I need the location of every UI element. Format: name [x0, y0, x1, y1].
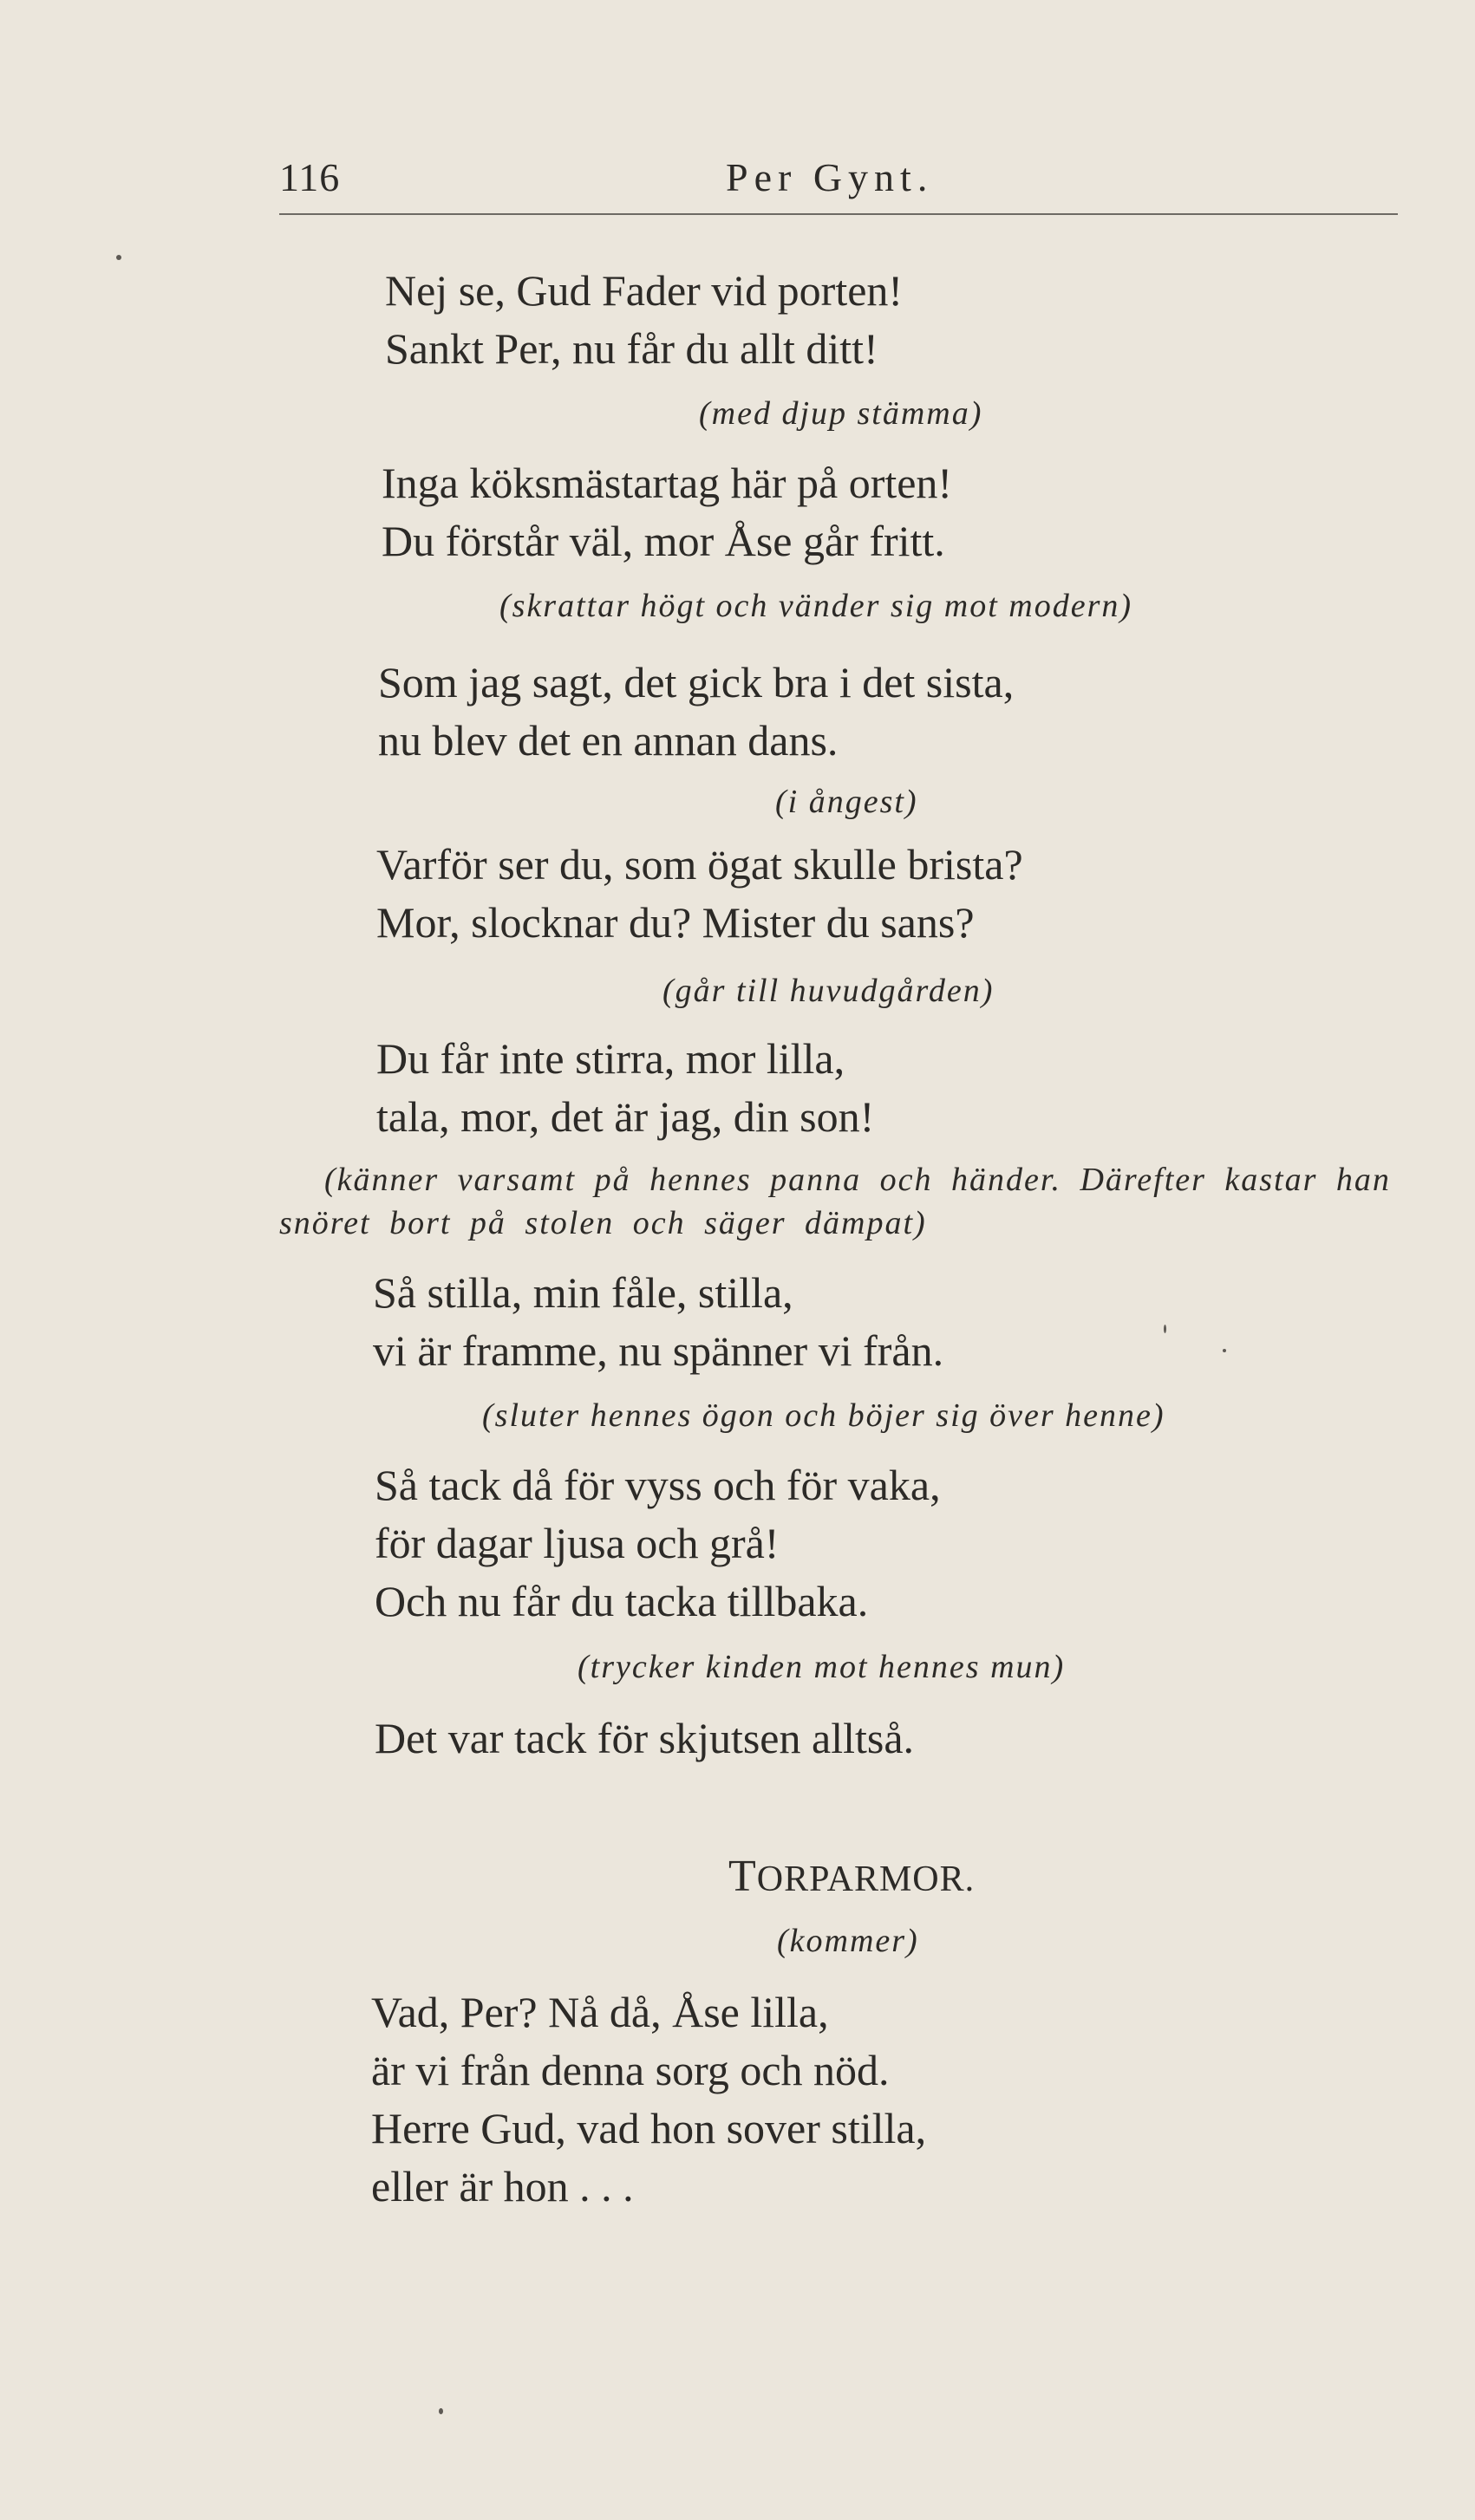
- verse-8: [375, 1709, 914, 1768]
- verse-line: Herre Gud, vad hon sover stilla,: [371, 2104, 927, 2152]
- verse-line: vi är framme, nu spänner vi från.: [373, 1326, 944, 1375]
- speaker-initial: T: [728, 1852, 757, 1901]
- verse-line: Du får inte stirra, mor lilla,: [376, 1034, 845, 1083]
- stage-direction: (med djup stämma): [699, 395, 983, 432]
- verse-line: nu blev det en annan dans.: [378, 716, 839, 765]
- verse-line: Så tack då för vyss och för vaka,: [375, 1461, 941, 1509]
- verse-line: är vi från denna sorg och nöd.: [371, 2046, 890, 2094]
- verse-4: [376, 836, 1023, 952]
- header-rule: [279, 213, 1398, 215]
- speaker-rest: ORPARMOR.: [756, 1859, 976, 1899]
- running-title: Per Gynt.: [726, 155, 934, 199]
- paper-speck: [1164, 1325, 1166, 1333]
- verse-3: [378, 654, 1014, 770]
- paper-speck: [1223, 1349, 1226, 1352]
- verse-line: för dagar ljusa och grå!: [375, 1519, 780, 1567]
- stage-direction: (trycker kinden mot hennes mun): [578, 1649, 1066, 1685]
- verse-2: [382, 454, 952, 570]
- stage-direction: (i ångest): [775, 784, 918, 820]
- paper-speck: [116, 255, 121, 260]
- verse-line: tala, mor, det är jag, din son!: [376, 1092, 875, 1141]
- verse-line: Det var tack för skjutsen alltså.: [375, 1714, 915, 1762]
- verse-line: Mor, slocknar du? Mister du sans?: [376, 898, 975, 947]
- verse-line: Som jag sagt, det gick bra i det sista,: [378, 658, 1015, 707]
- stage-direction: (kommer): [777, 1923, 919, 1959]
- stage-direction: (känner varsamt på hennes panna och händer. Därefter kastar han snöret bort på stolen och säger dämpat): [279, 1162, 1391, 1241]
- verse-line: Du förstår väl, mor Åse går fritt.: [382, 517, 945, 565]
- verse-line: Så stilla, min fåle, stilla,: [373, 1268, 793, 1317]
- paper-speck: [439, 2408, 443, 2414]
- verse-5: [376, 1030, 874, 1146]
- verse-line: Sankt Per, nu får du allt ditt!: [385, 324, 878, 373]
- verse-line: Inga köksmästartag här på orten!: [382, 459, 953, 507]
- verse-9: [371, 1983, 926, 2216]
- verse-6: [373, 1264, 943, 1380]
- verse-line: Varför ser du, som ögat skulle brista?: [376, 840, 1023, 889]
- verse-line: eller är hon . . .: [371, 2162, 634, 2211]
- stage-direction: (sluter hennes ögon och böjer sig över henne): [482, 1397, 1165, 1434]
- verse-line: Vad, Per? Nå då, Åse lilla,: [371, 1988, 829, 2036]
- verse-line: Nej se, Gud Fader vid porten!: [385, 266, 904, 315]
- verse-1: [385, 262, 903, 378]
- verse-7: [375, 1456, 941, 1631]
- stage-direction: (skrattar högt och vänder sig mot modern): [499, 588, 1133, 624]
- speaker-name: [728, 1852, 976, 1901]
- page-header: [279, 156, 1398, 217]
- stage-direction: (går till huvudgården): [662, 973, 995, 1009]
- page-number: 116: [279, 155, 341, 199]
- verse-line: Och nu får du tacka tillbaka.: [375, 1577, 869, 1625]
